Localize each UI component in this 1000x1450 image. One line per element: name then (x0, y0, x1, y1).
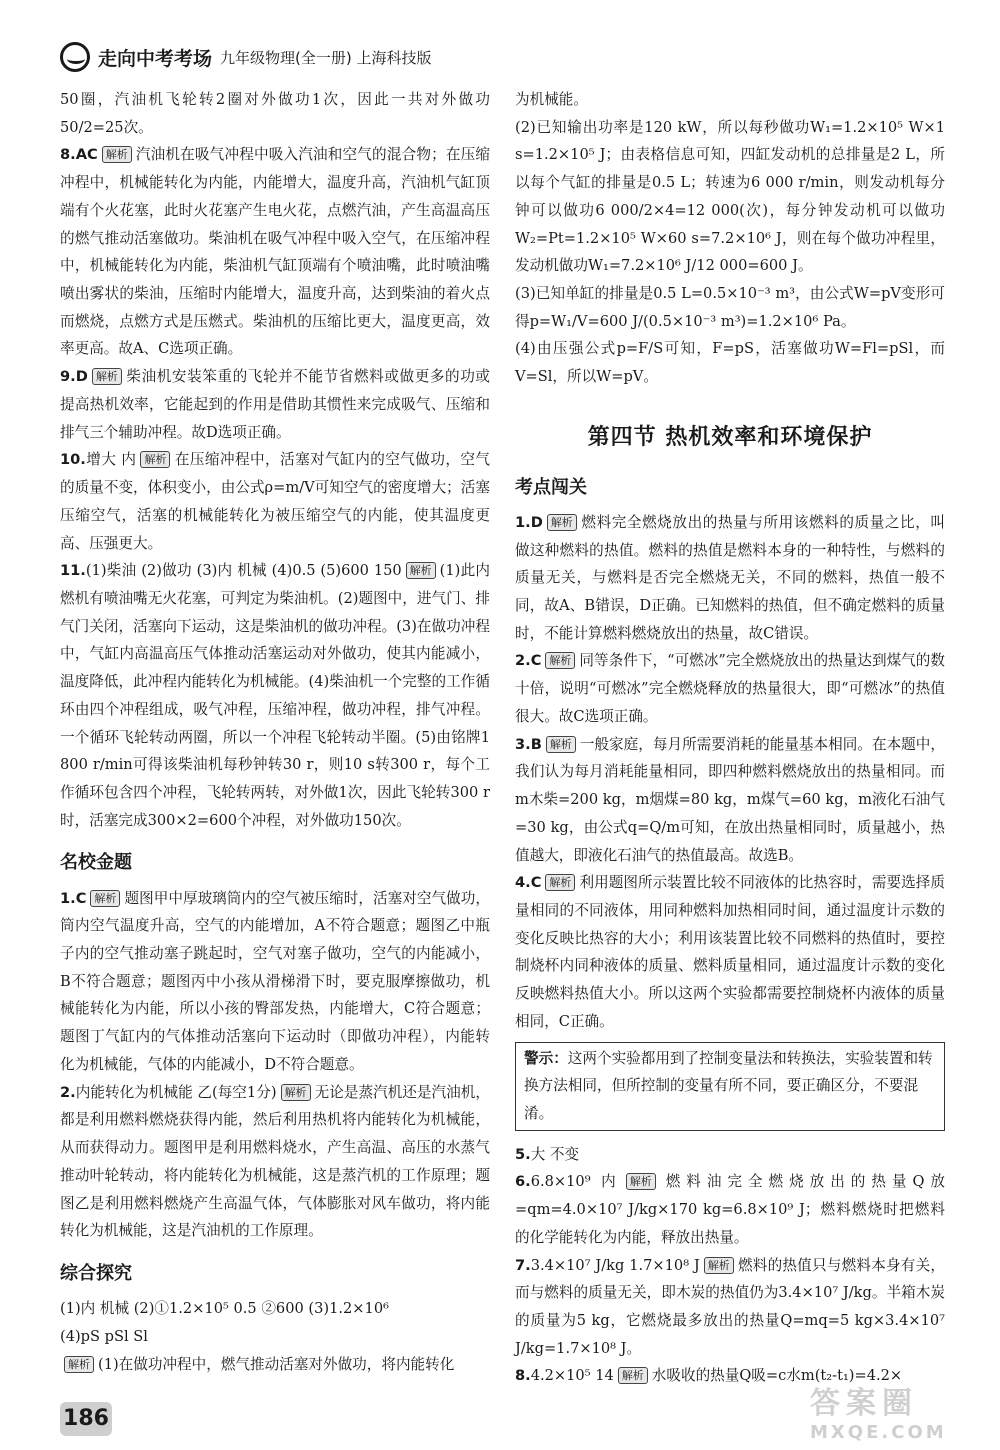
answer-item-k4 (515, 869, 945, 1035)
analysis-tag: 解析 (547, 514, 577, 531)
answer-item-z (60, 1351, 490, 1379)
publisher-logo-icon (60, 42, 90, 72)
analysis-text: 柴油机安装笨重的飞轮并不能节省燃料或做更多的功或提高热机效率，它能起到的作用是借助其惯性来完成吸气、压缩和排气三个辅助冲程。故D选项正确。 (60, 368, 490, 441)
section-heading-comprehensive: 综合探究 (60, 1262, 132, 1284)
paragraph-2: (2)已知输出功率是120 kW，所以每秒做功W₁=1.2×10⁵ W×1 s=1.2×10⁵ J；由表格信息可知，四缸发动机的总排量是2 L，所以每个气缸的排量是0.5 L；转速为6 000 r/min，则发动机每分钟可以做功6 000/2×4=12 000(次)，每分钟发动机可以做功W₂=Pt=1.2×10⁵ W×60 s=7.2×10⁶ J，则在每个做功冲程里，发动机做功W₁=7.2×10⁶ J/12 000=600 J。 (515, 118, 945, 275)
analysis-tag: 解析 (90, 890, 120, 907)
analysis-text: (1)此内燃机有喷油嘴无火花塞，可判定为柴油机。(2)题图中，进气门、排气门关闭，活塞向下运动，这是柴油机的做功冲程。(3)在做功冲程中，气缸内高温高压气体推动活塞运动对外做功，使其内能减小，温度降低，此冲程内能转化为机械能。(4)柴油机一个完整的工作循环由四个冲程组成，吸气冲程，压缩冲程，做功冲程，排气冲程。一个循环飞轮转动两圈，所以一个冲程飞轮转动半圈。(5)由铭牌1 800 r/min可得该柴油机每秒钟转30 r，则10 s转300 r，每个工作循环包含四个冲程，飞轮转两转，对外做1次，因此飞轮转300 r时，活塞完成300×2=600个冲程，对外做功150次。 (60, 562, 490, 829)
paragraph-3: (3)已知单缸的排量是0.5 L=0.5×10⁻³ m³，由公式W=pV变形可得p=W₁/V=600 J/(0.5×10⁻³ m³)=1.2×10⁶ Pa。 (515, 285, 945, 330)
answer-item-k3 (515, 731, 945, 870)
answer-number: 10. (60, 451, 86, 469)
warning-text: 这两个实验都用到了控制变量法和转换法，实验装置和转换方法相同，但所控制的变量有所不同，要正确区分，不要混淆。 (524, 1049, 933, 1122)
answer-value: (1)柴油 (2)做功 (3)内 机械 (4)0.5 (5)600 150 (85, 562, 402, 580)
answer-item-k5 (515, 1141, 945, 1169)
analysis-tag: 解析 (545, 874, 575, 891)
answer-item-8 (60, 141, 490, 363)
analysis-text: 燃料完全燃烧放出的热量与所用该燃料的质量之比，叫做这种燃料的热值。燃料的热值是燃料本身的一种特性，与燃料的质量无关，与燃料是否完全燃烧无关，不同的燃料，热值一般不同，故A、B错误，D正确。已知燃料的热值，但不确定燃料的质量时，不能计算燃料燃烧放出的热量，故C错误。 (515, 513, 945, 642)
analysis-text: 同等条件下，“可燃冰”完全燃烧放出的热量达到煤气的数十倍，说明“可燃冰”完全燃烧释放的热量很大，即“可燃冰”的热值很大。故C选项正确。 (515, 652, 945, 725)
section-title: 第四节 热机效率和环境保护 (587, 424, 873, 450)
analysis-tag: 解析 (102, 146, 132, 163)
answer-item-m2 (60, 1079, 490, 1245)
watermark-line-2: MXQE.COM (810, 1422, 947, 1443)
answer-value: 内能转化为机械能 乙(每空1分) (75, 1083, 277, 1101)
answer-item-k2 (515, 647, 945, 730)
analysis-text: 无论是蒸汽机还是汽油机，都是利用燃料燃烧获得内能，然后利用热机将内能转化为机械能，从而获得动力。题图甲是利用燃料烧水，产生高温、高压的水蒸气推动叶轮转动，将内能转化为机械能，这是蒸汽机的工作原理；题图乙是利用燃料燃烧产生高温气体，气体膨胀对风车做功，将内能转化为机械能，这是汽油机的工作原理。 (60, 1083, 490, 1240)
answer-number: 5. (515, 1145, 531, 1163)
analysis-text: 燃料的热值只与燃料本身有关，而与燃料的质量无关，即木炭的热值仍为3.4×10⁷ J/kg。半箱木炭的质量为5 kg，它燃烧最多放出的热量Q=mq=5 kg×3.4×10⁷ J/kg=1.7×10⁸ J。 (515, 1256, 945, 1357)
answer-number: 11. (60, 562, 86, 580)
analysis-text: 利用题图所示装置比较不同液体的比热容时，需要选择质量相同的不同液体，用同种燃料加热相同时间，通过温度计示数的变化反映比热容的大小；利用该装置比较不同燃料的热值时，要控制烧杯内同种液体的质量、燃料质量相同，通过温度计示数的变化反映燃料热值大小。所以这两个实验都需要控制烧杯内液体的质量相同，C正确。 (515, 874, 945, 1030)
analysis-text: 在压缩冲程中，活塞对气缸内的空气做功，空气的质量不变，体积变小，由公式ρ=m/V可知空气的密度增大；活塞压缩空气，活塞的机械能转化为被压缩空气的内能，使其温度更高、压强更大。 (60, 451, 490, 552)
answer-number: 1.D (515, 513, 543, 531)
analysis-text: 一般家庭，每月所需要消耗的能量基本相同。在本题中，我们认为每月消耗能量相同，即四种燃料燃烧放出的热量相同。而m木柴=200 kg，m烟煤=80 kg，m煤气=60 kg，m液化石油气=30 kg，由公式q=Q/m可知，在放出热量相同时，质量越小，热值越大，即液化石油气的热值最高。故选B。 (515, 735, 945, 864)
answer-number: 8. (515, 1367, 531, 1385)
analysis-text: 燃料油完全燃烧放出的热量Q放=qm=4.0×10⁷ J/kg×170 kg=6.8×10⁹ J；燃料燃烧时把燃料的化学能转化为内能，释放出热量。 (515, 1173, 945, 1246)
analysis-tag: 解析 (618, 1367, 648, 1384)
analysis-tag: 解析 (281, 1084, 311, 1101)
analysis-tag: 解析 (704, 1257, 734, 1274)
answer-item-10 (60, 446, 490, 557)
section-heading-checkpoints: 考点闯关 (515, 476, 587, 498)
analysis-tag: 解析 (406, 562, 436, 579)
page-number: 186 (60, 1402, 112, 1436)
analysis-tag: 解析 (140, 451, 170, 468)
answer-number: 6. (515, 1173, 531, 1191)
answer-item-m1 (60, 885, 490, 1079)
answer-number: 3.B (515, 735, 542, 753)
left-column (60, 86, 490, 1378)
watermark-line-1: 答案圈 (810, 1386, 918, 1421)
answer-value: 4.2×10⁵ 14 (530, 1367, 614, 1385)
warning-note (515, 1042, 945, 1131)
analysis-text: 水吸收的热量Q吸=c水m(t₂-t₁)=4.2× (651, 1367, 903, 1385)
answer-item-k7 (515, 1252, 945, 1363)
analysis-tag: 解析 (626, 1173, 656, 1190)
answer-value: 3.4×10⁷ J/kg 1.7×10⁸ J (530, 1256, 700, 1274)
warning-label: 警示： (524, 1049, 568, 1067)
analysis-text: 题图甲中厚玻璃筒内的空气被压缩时，活塞对空气做功，筒内空气温度升高，空气的内能增加，A不符合题意；题图乙中瓶子内的空气推动塞子跳起时，空气对塞子做功，空气的内能减小，B不符合题意；题图丙中小孩从滑梯滑下时，要克服摩擦做功，机械能转化为内能，所以小孩的臀部发热，内能增大，C符合题意；题图丁气缸内的气体推动活塞向下运动时（即做功冲程），内能转化为机械能，气体的内能减小，D不符合题意。 (60, 889, 490, 1073)
answer-item-9 (60, 363, 490, 446)
answer-number: 2. (60, 1083, 76, 1101)
right-column (515, 86, 945, 1390)
series-title: 走向中考考场 (98, 47, 213, 70)
answer-number: 9.D (60, 368, 88, 386)
answer-number: 7. (515, 1256, 531, 1274)
answer-number: 2.C (515, 652, 542, 670)
answer-value: 增大 内 (85, 451, 137, 469)
answer-number: 4.C (515, 874, 542, 892)
watermark (810, 1378, 980, 1443)
answer-number: 1.C (60, 889, 87, 907)
answer-item-k1 (515, 509, 945, 648)
page-header (60, 40, 580, 74)
answer-value: 6.8×10⁹ 内 (530, 1173, 622, 1191)
book-title: 九年级物理(全一册) 上海科技版 (220, 48, 432, 67)
analysis-text: (1)在做功冲程中，燃气推动活塞对外做功，将内能转化 (98, 1355, 455, 1373)
answer-value: 大 不变 (530, 1145, 580, 1163)
analysis-text: 汽油机在吸气冲程中吸入汽油和空气的混合物；在压缩冲程中，机械能转化为内能，内能增大，温度升高，汽油机气缸顶端有个火花塞，此时火花塞产生电火花，点燃汽油，产生高温高压的燃气推动活塞做功。柴油机在吸气冲程中吸入空气，在压缩冲程中，机械能转化为内能，柴油机气缸顶端有个喷油嘴，此时喷油嘴喷出雾状的柴油，压缩时内能增大，温度升高，达到柴油的着火点而燃烧，点燃方式是压燃式。柴油机的压缩比更大，温度更高，效率更高。故A、C选项正确。 (60, 146, 490, 358)
analysis-tag: 解析 (546, 736, 576, 753)
answer-number: 8.AC (60, 146, 98, 164)
continued-text: 为机械能。 (515, 91, 588, 108)
answer-item-11 (60, 557, 490, 834)
answer-values-line-2: (4)pS pSl Sl (60, 1327, 148, 1345)
answer-values-line-1: (1)内 机械 (2)①1.2×10⁵ 0.5 ②600 (3)1.2×10⁶ (60, 1300, 389, 1318)
analysis-tag: 解析 (545, 652, 575, 669)
continued-text: 50圈，汽油机飞轮转2圈对外做功1次，因此一共对外做功50/2=25次。 (60, 91, 490, 136)
analysis-tag: 解析 (64, 1356, 94, 1373)
paragraph-4: (4)由压强公式p=F/S可知，F=pS，活塞做功W=Fl=pSl，而V=Sl，所以W=pV。 (515, 340, 945, 386)
analysis-tag: 解析 (92, 368, 122, 385)
section-heading-famous-school: 名校金题 (60, 852, 132, 874)
answer-item-k6 (515, 1168, 945, 1251)
